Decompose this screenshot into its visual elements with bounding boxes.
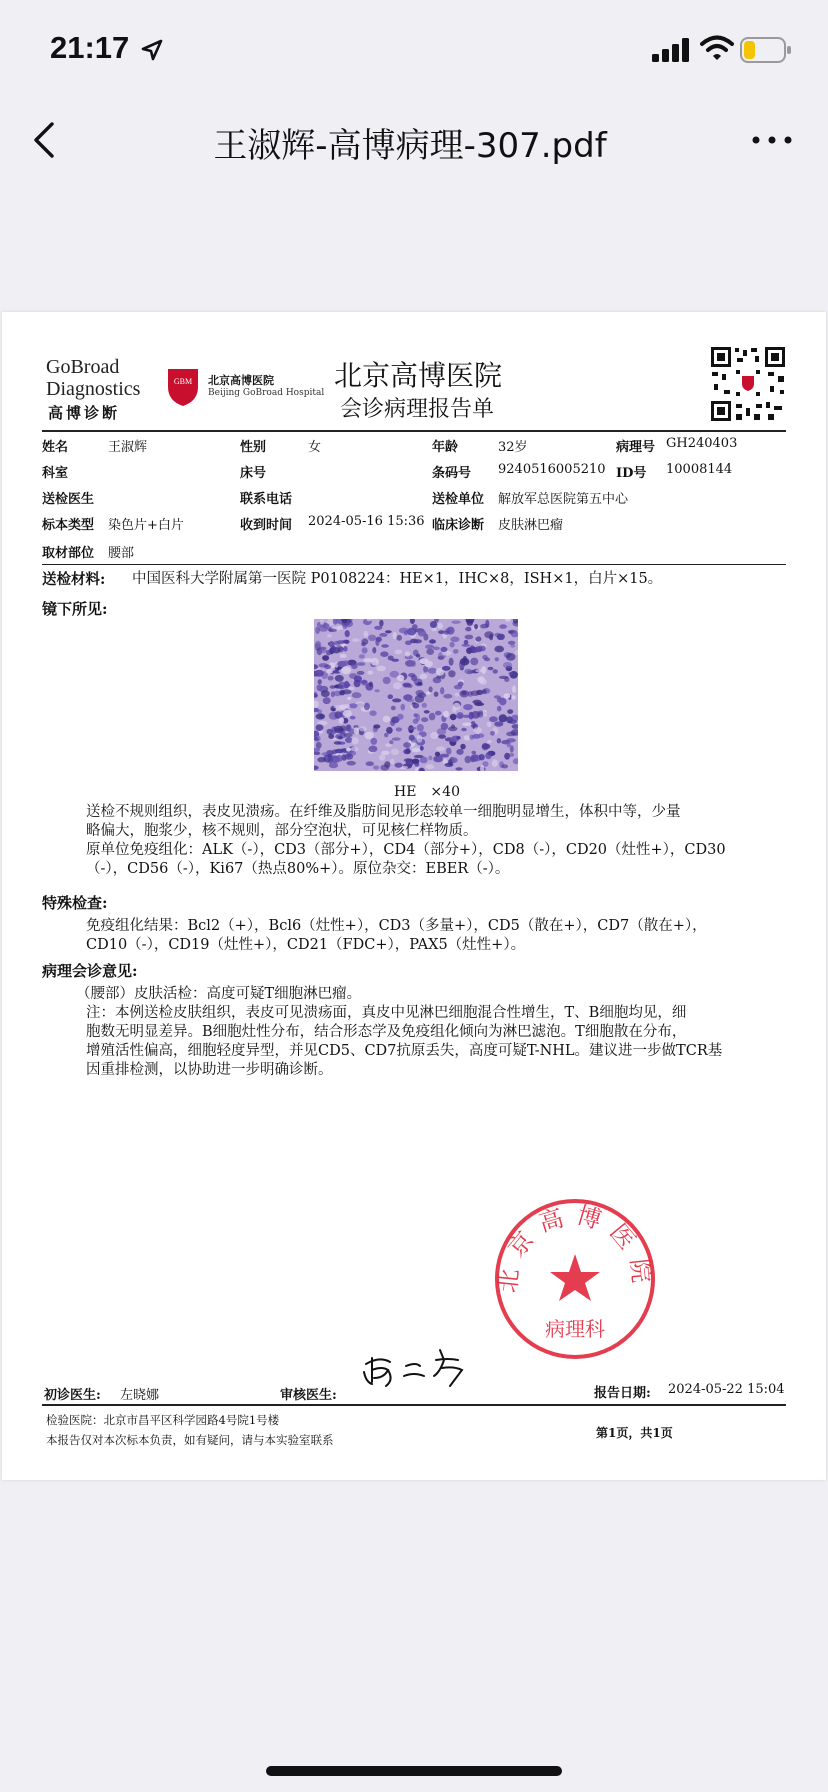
specimen-value: 染色片+白片	[108, 518, 184, 533]
status-bar	[0, 0, 828, 100]
lab-address: 检验医院：北京市昌平区科学园路4号院1号楼	[46, 1413, 280, 1427]
clinical-value: 皮肤淋巴瘤	[498, 518, 564, 533]
material-value: 中国医科大学附属第一医院 P0108224：HE×1，IHC×8，ISH×1，白片×15。	[132, 571, 663, 587]
more-options-icon[interactable]	[748, 118, 796, 162]
report-title: 北京高博医院	[334, 359, 503, 392]
micro-label: 镜下所见:	[42, 600, 108, 618]
home-indicator[interactable]	[266, 1766, 562, 1776]
cellular-signal-icon	[652, 38, 692, 62]
unit-value: 解放军总医院第五中心	[498, 492, 629, 507]
page-info: 第1页，共1页	[596, 1426, 673, 1440]
phone-label: 联系电话	[240, 492, 293, 507]
path-no-label: 病理号	[616, 440, 656, 455]
micro-line-4: （-），CD56（-），Ki67（热点80%+）。原位杂交：EBER（-）。	[86, 861, 510, 877]
received-value: 2024-05-16 15:36	[308, 514, 425, 529]
shield-abbr: GBM	[173, 377, 193, 386]
status-time: 21:17	[50, 30, 130, 65]
footer-rule	[42, 1404, 786, 1406]
sex-value: 女	[308, 440, 322, 455]
specimen-label: 标本类型	[42, 518, 95, 533]
id-label: ID号	[616, 466, 647, 481]
path-no-value: GH240403	[666, 436, 738, 451]
seal-dept: 病理科	[545, 1317, 605, 1341]
fields-rule	[42, 564, 786, 565]
first-doctor-label: 初诊医生:	[44, 1388, 101, 1403]
review-doctor-label: 审核医生:	[280, 1388, 337, 1403]
first-doctor-value: 左晓娜	[120, 1388, 160, 1403]
hospital-logo-cn: 北京高博医院	[208, 374, 274, 387]
report-date-label: 报告日期:	[594, 1386, 651, 1401]
special-line-2: CD10（-），CD19（灶性+），CD21（FDC+），PAX5（灶性+）。	[86, 937, 526, 953]
micro-line-2: 略偏大，胞浆少，核不规则，部分空泡状，可见核仁样物质。	[86, 823, 478, 839]
he-caption: HE ×40	[394, 784, 460, 800]
id-value: 10008144	[666, 462, 733, 477]
wifi-icon	[700, 34, 734, 62]
age-value: 32岁	[498, 440, 528, 455]
name-value: 王淑辉	[108, 440, 148, 455]
logo-cn: 高博诊断	[48, 404, 121, 422]
barcode-label: 条码号	[432, 466, 472, 481]
logo-line1: GoBroad	[46, 356, 120, 378]
dept-label: 科室	[42, 466, 69, 481]
nav-bar	[0, 100, 828, 180]
seal-text: 北京高博医院	[493, 1200, 657, 1295]
report-date-value: 2024-05-22 15:04	[668, 1382, 785, 1397]
name-label: 姓名	[42, 440, 69, 455]
battery-icon	[740, 37, 792, 63]
site-value: 腰部	[108, 546, 135, 561]
gobroad-logo	[46, 356, 140, 400]
pdf-page	[2, 312, 826, 1480]
special-label: 特殊检查:	[42, 894, 108, 912]
header-rule	[42, 430, 786, 432]
opinion-line-2: 注：本例送检皮肤组织，表皮可见溃疡面，真皮中见淋巴细胞混合性增生，T、B细胞均见，细	[86, 1005, 687, 1021]
opinion-line-4: 增殖活性偏高，细胞轻度异型，并见CD5、CD7抗原丢失，高度可疑T-NHL。建议进一步做TCR基	[86, 1043, 723, 1059]
qr-code-icon	[710, 346, 786, 422]
reviewer-signature	[358, 1346, 474, 1390]
report-subtitle: 会诊病理报告单	[340, 397, 495, 422]
micro-line-3: 原单位免疫组化：ALK（-），CD3（部分+），CD4（部分+），CD8（-），CD20（灶性+），CD30	[86, 842, 726, 858]
hospital-shield-icon	[166, 367, 200, 407]
received-label: 收到时间	[240, 518, 293, 533]
he-micrograph	[314, 619, 518, 771]
age-label: 年龄	[432, 440, 459, 455]
bed-label: 床号	[240, 466, 267, 481]
barcode-value: 9240516005210	[498, 462, 606, 477]
sex-label: 性别	[240, 440, 267, 455]
opinion-line-5: 因重排检测，以协助进一步明确诊断。	[86, 1062, 333, 1078]
opinion-line-1: （腰部）皮肤活检：高度可疑T细胞淋巴瘤。	[76, 986, 362, 1002]
site-label: 取材部位	[42, 546, 95, 561]
logo-line2: Diagnostics	[46, 378, 141, 400]
hospital-seal-stamp	[492, 1196, 658, 1362]
back-chevron-icon[interactable]	[30, 118, 60, 162]
opinion-line-3: 胞数无明显差异。B细胞灶性分布，结合形态学及免疫组化倾向为淋巴滤泡。T细胞散在分布，	[86, 1024, 687, 1040]
special-line-1: 免疫组化结果：Bcl2（+），Bcl6（灶性+），CD3（多量+），CD5（散在+），CD7（散在+），	[86, 918, 707, 934]
location-arrow-icon	[140, 38, 164, 62]
disclaimer: 本报告仅对本次标本负责，如有疑问，请与本实验室联系	[46, 1433, 334, 1447]
opinion-label: 病理会诊意见:	[42, 962, 138, 980]
micro-line-1: 送检不规则组织，表皮见溃疡。在纤维及脂肪间见形态较单一细胞明显增生，体积中等，少量	[86, 804, 681, 820]
hospital-logo-en: Beijing GoBroad Hospital	[208, 388, 325, 398]
doctor-label: 送检医生	[42, 492, 95, 507]
document-title: 王淑辉-高博病理-307.pdf	[213, 126, 607, 166]
material-label: 送检材料:	[42, 571, 106, 588]
unit-label: 送检单位	[432, 492, 485, 507]
clinical-label: 临床诊断	[432, 518, 485, 533]
